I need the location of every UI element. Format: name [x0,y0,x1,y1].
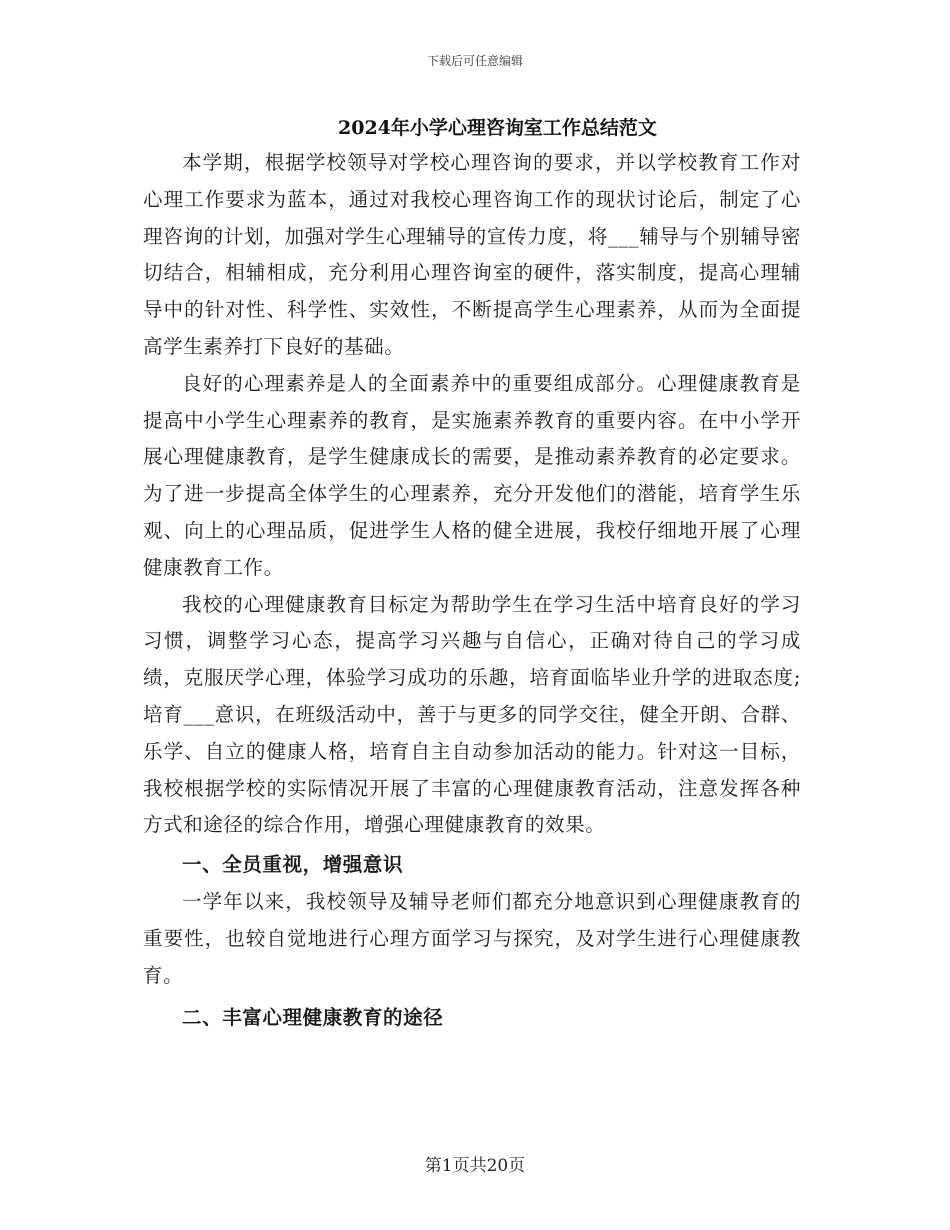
document-body [143,145,801,1037]
document-title: 2024年小学心理咨询室工作总结范文 [338,117,657,139]
page-number-footer: 第1页共20页 [424,1156,526,1176]
header-note: 下载后可任意编辑 [426,54,523,68]
body-paragraph: 良好的心理素养是人的全面素养中的重要组成部分。心理健康教育是提高中小学生心理素养的教育，是实施素养教育的重要内容。在中小学开展心理健康教育，是学生健康成长的需要，是推动素养教育的必定要求。为了进一步提高全体学生的心理素养，充分开发他们的潜能，培育学生乐观、向上的心理品质，促进学生人格的健全进展，我校仔细地开展了心理健康教育工作。 [143,371,801,579]
body-paragraph: 本学期，根据学校领导对学校心理咨询的要求，并以学校教育工作对心理工作要求为蓝本，通过对我校心理咨询工作的现状讨论后，制定了心理咨询的计划，加强对学生心理辅导的宣传力度，将___辅导与个别辅导密切结合，相辅相成，充分利用心理咨询室的硬件，落实制度，提高心理辅导中的针对性、科学性、实效性，不断提高学生心理素养，从而为全面提高学生素养打下良好的基础。 [143,151,801,358]
body-paragraph: 一学年以来，我校领导及辅导老师们都充分地意识到心理健康教育的重要性，也较自觉地进行心理方面学习与探究，及对学生进行心理健康教育。 [143,889,801,987]
body-paragraph: 我校的心理健康教育目标定为帮助学生在学习生活中培育良好的学习习惯，调整学习心态，提高学习兴趣与自信心，正确对待自己的学习成绩，克服厌学心理，体验学习成功的乐趣，培育面临毕业升学的进取态度;培育___意识，在班级活动中，善于与更多的同学交往，健全开朗、合群、乐学、自立的健康人格，培育自主自动参加活动的能力。针对这一目标，我校根据学校的实际情况开展了丰富的心理健康教育活动，注意发挥各种方式和途径的综合作用，增强心理健康教育的效果。 [143,592,801,837]
section-heading: 一、全员重视，增强意识 [182,853,404,877]
section-heading: 二、丰富心理健康教育的途径 [182,1006,444,1030]
